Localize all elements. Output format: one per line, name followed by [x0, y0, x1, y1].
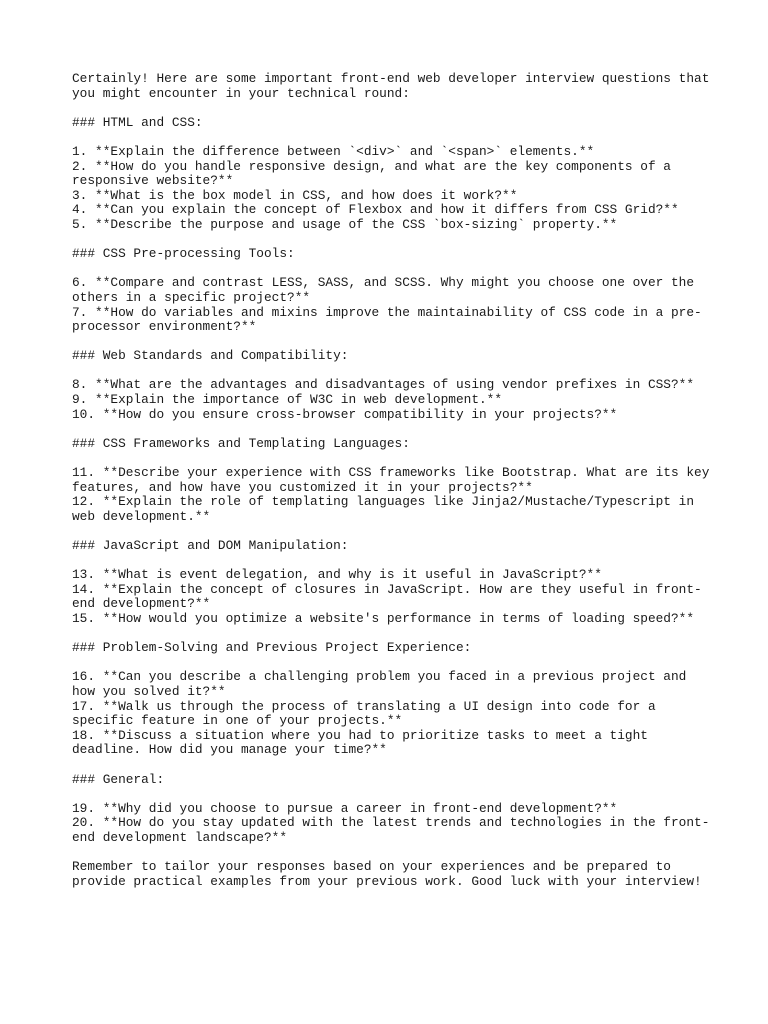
section-heading: [72, 773, 712, 788]
list-item: 17. **Walk us through the process of translating a UI design into code for a: [72, 698, 656, 714]
section-list: [72, 802, 712, 846]
list-item: 6. **Compare and contrast LESS, SASS, and SCSS. Why might you choose one over the: [72, 275, 695, 291]
section-list: [72, 276, 712, 334]
list-item: 7. **How do variables and mixins improve the maintainability of CSS code in a pre-: [72, 304, 702, 320]
section-heading-text: ### HTML and CSS:: [72, 114, 203, 130]
list-item: 11. **Describe your experience with CSS frameworks like Bootstrap. What are its key: [72, 465, 710, 481]
list-item: how you solved it?**: [72, 683, 226, 699]
list-item: deadline. How did you manage your time?**: [72, 742, 387, 758]
section-heading-text: ### Web Standards and Compatibility:: [72, 348, 349, 364]
list-item: 15. **How would you optimize a website's performance in terms of loading speed?**: [72, 610, 695, 626]
list-item: web development.**: [72, 508, 211, 524]
intro-line: Certainly! Here are some important front-end web developer interview questions that: [72, 71, 710, 86]
section-heading: [72, 437, 712, 452]
section-heading-text: ### JavaScript and DOM Manipulation:: [72, 538, 349, 553]
list-item: features, and how have you customized it in your projects?**: [72, 479, 533, 495]
list-item: 3. **What is the box model in CSS, and how does it work?**: [72, 187, 518, 203]
section-heading-text: ### Problem-Solving and Previous Project Experience:: [72, 640, 472, 656]
list-item: end development landscape?**: [72, 829, 288, 845]
list-item: 20. **How do you stay updated with the latest trends and technologies in the front-: [72, 815, 710, 831]
list-item: 19. **Why did you choose to pursue a career in front-end development?**: [72, 800, 618, 816]
list-item: specific feature in one of your projects.**: [72, 713, 403, 729]
section-heading: [72, 349, 712, 364]
section-heading-text: ### CSS Frameworks and Templating Languages:: [72, 435, 410, 451]
section-heading: [72, 641, 712, 656]
document-page: [72, 72, 712, 904]
list-item: 9. **Explain the importance of W3C in web development.**: [72, 392, 503, 408]
list-item: responsive website?**: [72, 173, 234, 189]
section-list: [72, 670, 712, 758]
section-list: [72, 568, 712, 626]
list-item: 4. **Can you explain the concept of Flexbox and how it differs from CSS Grid?**: [72, 202, 679, 218]
list-item: 1. **Explain the difference between `<div>` and `<span>` elements.**: [72, 143, 595, 159]
list-item: 16. **Can you describe a challenging problem you faced in a previous project and: [72, 669, 687, 685]
list-item: processor environment?**: [72, 319, 257, 335]
list-item: 5. **Describe the purpose and usage of the CSS `box-sizing` property.**: [72, 216, 618, 232]
closing-line: Remember to tailor your responses based on your experiences and be prepared to: [72, 859, 671, 875]
section-heading: [72, 116, 712, 131]
list-item: end development?**: [72, 596, 211, 612]
list-item: 8. **What are the advantages and disadvantages of using vendor prefixes in CSS?**: [72, 377, 695, 393]
intro-paragraph: [72, 72, 712, 101]
section-heading-text: ### General:: [72, 771, 165, 787]
list-item: 14. **Explain the concept of closures in JavaScript. How are they useful in front-: [72, 581, 702, 597]
closing-line: provide practical examples from your previous work. Good luck with your interview!: [72, 873, 702, 889]
section-list: [72, 378, 712, 422]
list-item: 10. **How do you ensure cross-browser compatibility in your projects?**: [72, 406, 618, 422]
section-heading-text: ### CSS Pre-processing Tools:: [72, 246, 295, 262]
intro-line: you might encounter in your technical round:: [72, 85, 410, 101]
list-item: 2. **How do you handle responsive design, and what are the key components of a: [72, 158, 671, 174]
list-item: 12. **Explain the role of templating languages like Jinja2/Mustache/Typescript in: [72, 494, 695, 510]
list-item: 18. **Discuss a situation where you had to prioritize tasks to meet a tight: [72, 727, 648, 743]
section-heading: [72, 539, 712, 554]
list-item: others in a specific project?**: [72, 289, 311, 305]
section-heading: [72, 247, 712, 262]
section-list: [72, 145, 712, 233]
section-list: [72, 466, 712, 524]
list-item: 13. **What is event delegation, and why is it useful in JavaScript?**: [72, 567, 602, 583]
closing-paragraph: [72, 860, 712, 889]
